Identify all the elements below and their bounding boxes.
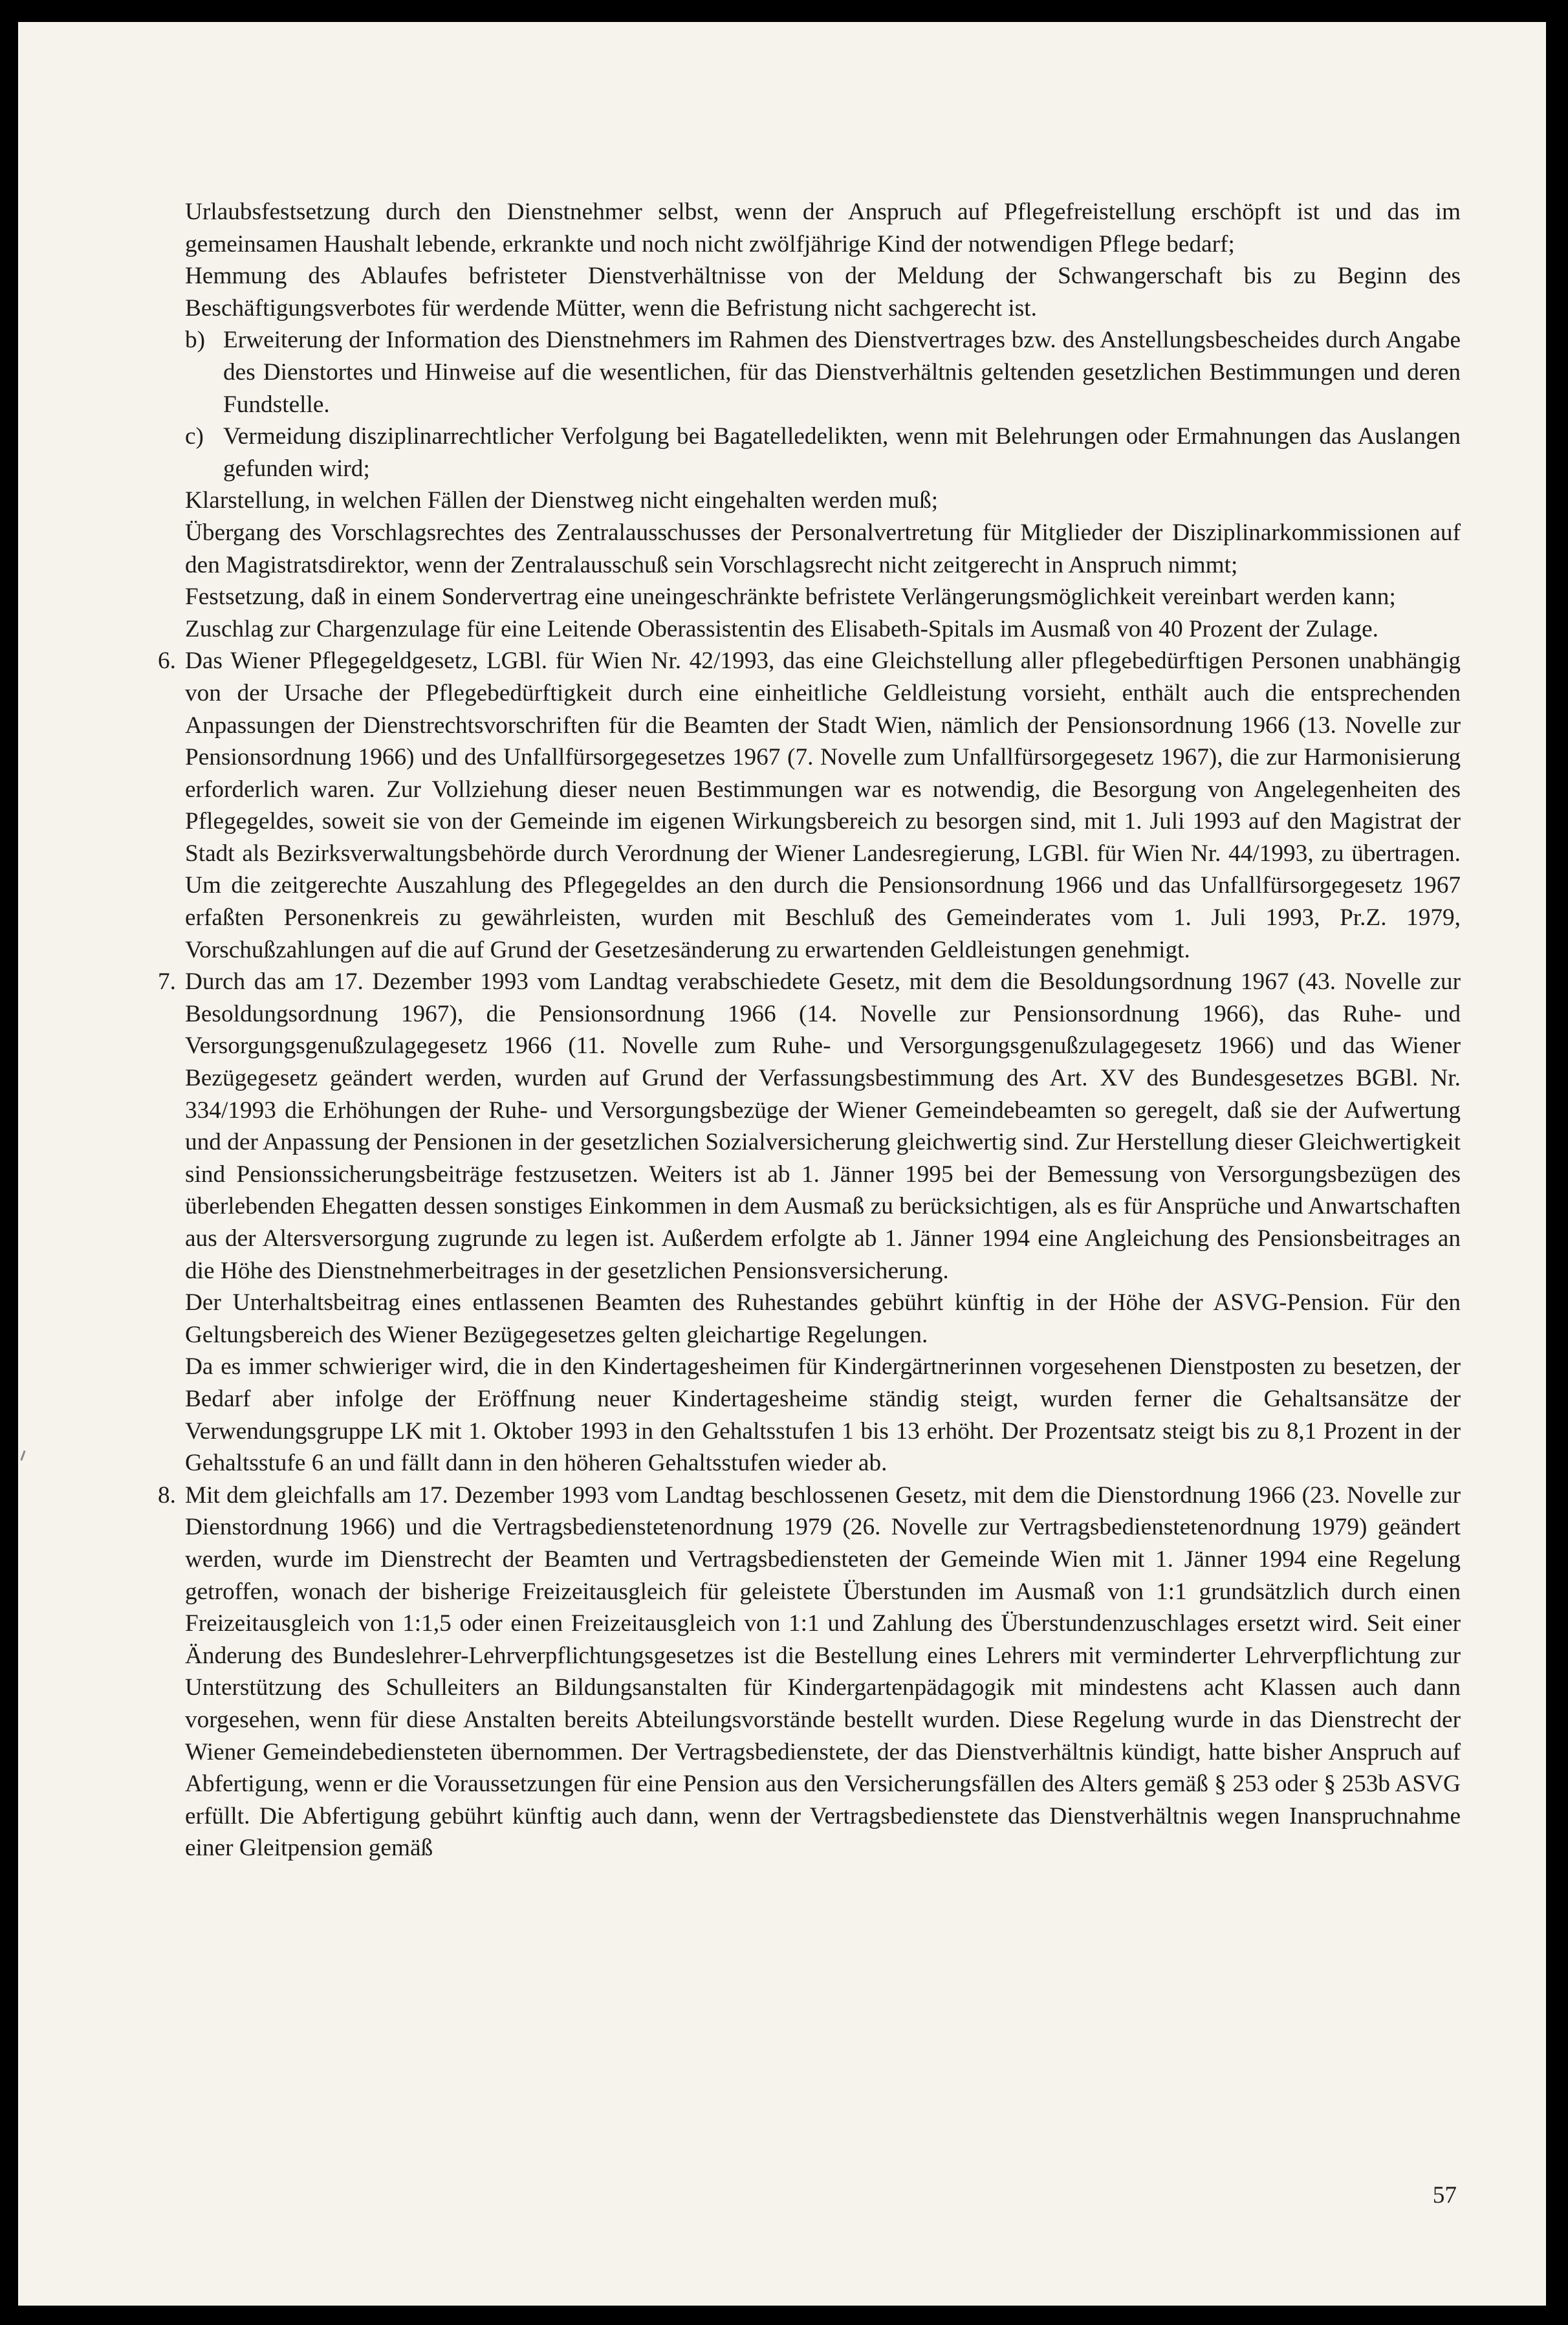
list-item [185, 420, 1461, 485]
paragraph-text: Erweiterung der Information des Dienstnehmers im Rahmen des Dienstvertrages bzw. des Anstellungsbescheides durch Angabe des Dienstortes und Hinweise auf die wesentlichen, für das Dienstverhältnis geltenden gesetzlichen Bestimmungen und deren Fundstelle. [223, 327, 1461, 418]
paragraph-text: Festsetzung, daß in einem Sondervertrag eine uneingeschränkte befristete Verlängerungsmöglichkeit vereinbart werden kann; [185, 584, 1396, 611]
paragraph [185, 581, 1461, 613]
list-item [185, 324, 1461, 420]
paragraph [185, 485, 1461, 517]
paragraph [185, 196, 1461, 260]
paragraph-text: Übergang des Vorschlagsrechtes des Zentralausschusses der Personalvertretung für Mitglieder der Disziplinarkommissionen auf den Magistratsdirektor, wenn der Zentralausschuß sein Vorschlagsrecht nicht zeitgerecht in Anspruch nimmt; [185, 519, 1461, 578]
page-number: 57 [1432, 2182, 1457, 2209]
paragraph-text: Klarstellung, in welchen Fällen der Dienstweg nicht eingehalten werden muß; [185, 487, 939, 514]
paragraph-text: Der Unterhaltsbeitrag eines entlassenen Beamten des Ruhestandes gebührt künftig in der Höhe der ASVG-Pension. Für den Geltungsbereich des Wiener Bezügegesetzes gelten gleichartige Regelungen. [185, 1289, 1461, 1348]
paragraph [185, 260, 1461, 324]
item-number: 8. [158, 1481, 176, 1509]
margin-mark [20, 1450, 25, 1461]
item-number: 7. [158, 968, 176, 996]
item-number: 6. [158, 648, 176, 675]
list-label: b) [185, 327, 206, 354]
body-text [158, 196, 1461, 1864]
paragraph [185, 613, 1461, 646]
paragraph [185, 517, 1461, 581]
document-page [18, 22, 1546, 2306]
paragraph-text: Durch das am 17. Dezember 1993 vom Landtag verabschiedete Gesetz, mit dem die Besoldungsordnung 1967 (43. Novelle zur Besoldungsordnung 1967), die Pensionsordnung 1966 (14. Novelle zur Pensionsordnung 1966), das Ruhe- und Versorgungsgenußzulagegesetz 1966 (11. Novelle zum Ruhe- und Versorgungsgenußzulagegesetz 1966) und das Wiener Bezügegesetz geändert werden, wurden auf Grund der Verfassungsbestimmung des Art. XV des Bundesgesetzes BGBl. Nr. 334/1993 die Erhöhungen der Ruhe- und Versorgungsbezüge der Wiener Gemeindebeamten so geregelt, daß sie der Aufwertung und der Anpassung der Pensionen in der gesetzlichen Sozialversicherung gleichwertig sind. Zur Herstellung dieser Gleichwertigkeit sind Pensionssicherungsbeiträge festzusetzen. Weiters ist ab 1. Jänner 1995 bei der Bemessung von Versorgungsbezügen des überlebenden Ehegatten dessen sonstiges Einkommen in dem Ausmaß zu berücksichtigen, als es für Ansprüche und Anwartschaften aus der Altersversorgung zugrunde zu legen ist. Außerdem erfolgte ab 1. Jänner 1994 eine Angleichung des Pensionsbeitrages an die Höhe des Dienstnehmerbeitrages in der gesetzlichen Pensionsversicherung. [185, 968, 1461, 1284]
numbered-item [158, 966, 1461, 1287]
numbered-item [158, 645, 1461, 966]
paragraph [185, 1351, 1461, 1479]
paragraph [185, 1287, 1461, 1351]
paragraph-text: Mit dem gleichfalls am 17. Dezember 1993 vom Landtag beschlossenen Gesetz, mit dem die Dienstordnung 1966 (23. Novelle zur Dienstordnung 1966) und die Vertragsbedienstetenordnung 1979 (26. Novelle zur Vertragsbedienstetenordnung 1979) geändert werden, wurde im Dienstrecht der Beamten und Vertragsbediensteten der Gemeinde Wien mit 1. Jänner 1994 eine Regelung getroffen, wonach der bisherige Freizeitausgleich für geleistete Überstunden im Ausmaß von 1:1 grundsätzlich durch einen Freizeitausgleich von 1:1,5 oder einen Freizeitausgleich von 1:1 und Zahlung des Überstundenzuschlages ersetzt wird. Seit einer Änderung des Bundeslehrer-Lehrverpflichtungsgesetzes ist die Bestellung eines Lehrers mit verminderter Lehrverpflichtung zur Unterstützung des Schulleiters an Bildungsanstalten für Kindergartenpädagogik mit mindestens acht Klassen auch dann vorgesehen, wenn für diese Anstalten bereits Abteilungsvorstände bestellt wurden. Diese Regelung wurde in das Dienstrecht der Wiener Gemeindebediensteten übernommen. Der Vertragsbedienstete, der das Dienstverhältnis kündigt, hatte bisher Anspruch auf Abfertigung, wenn er die Voraussetzungen für eine Pension aus den Versicherungsfällen des Alters gemäß § 253 oder § 253b ASVG erfüllt. Die Abfertigung gebührt künftig auch dann, wenn der Vertragsbedienstete das Dienstverhältnis wegen Inanspruchnahme einer Gleitpension gemäß [185, 1481, 1461, 1862]
paragraph-text: Hemmung des Ablaufes befristeter Dienstverhältnisse von der Meldung der Schwangerschaft bis zu Beginn des Beschäftigungsverbotes für werdende Mütter, wenn die Befristung nicht sachgerecht ist. [185, 263, 1461, 322]
paragraph-text: Urlaubsfestsetzung durch den Dienstnehmer selbst, wenn der Anspruch auf Pflegefreistellung erschöpft ist und das im gemeinsamen Haushalt lebende, erkrankte und noch nicht zwölfjährige Kind der notwendigen Pflege bedarf; [185, 199, 1461, 257]
numbered-item [158, 1479, 1461, 1864]
list-label: c) [185, 423, 204, 450]
paragraph-text: Das Wiener Pflegegeldgesetz, LGBl. für Wien Nr. 42/1993, das eine Gleichstellung aller pflegebedürftigen Personen unabhängig von der Ursache der Pflegebedürftigkeit durch eine einheitliche Geldleistung vorsieht, enthält auch die entsprechenden Anpassungen der Dienstrechtsvorschriften für die Beamten der Stadt Wien, nämlich der Pensionsordnung 1966 (13. Novelle zur Pensionsordnung 1966) und des Unfallfürsorgegesetzes 1967 (7. Novelle zum Unfallfürsorgegesetz 1967), die zur Harmonisierung erforderlich waren. Zur Vollziehung dieser neuen Bestimmungen war es notwendig, die Besorgung von Angelegenheiten des Pflegegeldes, soweit sie von der Gemeinde im eigenen Wirkungsbereich zu besorgen sind, mit 1. Juli 1993 auf den Magistrat der Stadt als Bezirksverwaltungsbehörde durch Verordnung der Wiener Landesregierung, LGBl. für Wien Nr. 44/1993, zu übertragen. Um die zeitgerechte Auszahlung des Pflegegeldes an den durch die Pensionsordnung 1966 und das Unfallfürsorgegesetz 1967 erfaßten Personenkreis zu gewährleisten, wurden mit Beschluß des Gemeinderates vom 1. Juli 1993, Pr.Z. 1979, Vorschußzahlungen auf die auf Grund der Gesetzesänderung zu erwartenden Geldleistungen genehmigt. [185, 648, 1461, 963]
paragraph-text: Da es immer schwieriger wird, die in den Kindertagesheimen für Kindergärtnerinnen vorgesehenen Dienstposten zu besetzen, der Bedarf aber infolge der Eröffnung neuer Kindertagesheime ständig steigt, wurden ferner die Gehaltsansätze der Verwendungsgruppe LK mit 1. Oktober 1993 in den Gehaltsstufen 1 bis 13 erhöht. Der Prozentsatz steigt bis zu 8,1 Prozent in der Gehaltsstufe 6 an und fällt dann in den höheren Gehaltsstufen wieder ab. [185, 1353, 1461, 1477]
paragraph-text: Zuschlag zur Chargenzulage für eine Leitende Oberassistentin des Elisabeth-Spitals im Ausmaß von 40 Prozent der Zulage. [185, 615, 1378, 642]
paragraph-text: Vermeidung disziplinarrechtlicher Verfolgung bei Bagatelledelikten, wenn mit Belehrungen oder Ermahnungen das Auslangen gefunden wird; [223, 423, 1461, 482]
